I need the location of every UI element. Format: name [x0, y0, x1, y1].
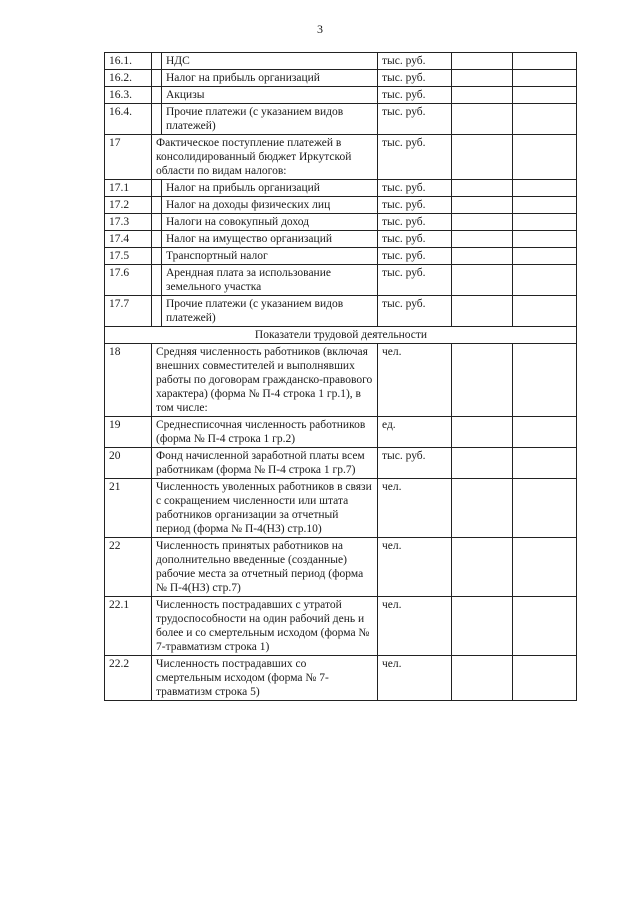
value-cell-1 — [452, 296, 513, 327]
table-row — [105, 87, 577, 104]
value-cell-2 — [513, 180, 577, 197]
indicator-name: Средняя численность работников (включая внешних совместителей и выполнявших работы по договорам гражданско-правового характера) (форма № П-4 строка 1 гр.1), в том числе: — [152, 344, 378, 417]
report-table-body — [105, 53, 577, 701]
row-number: 17.1 — [105, 180, 152, 197]
unit-cell: тыс. руб. — [378, 53, 452, 70]
indicator-name: Налог на прибыль организаций — [162, 180, 378, 197]
indicator-name: Прочие платежи (с указанием видов платежей) — [162, 296, 378, 327]
unit-cell: чел. — [378, 479, 452, 538]
row-number: 17 — [105, 135, 152, 180]
value-cell-2 — [513, 479, 577, 538]
value-cell-2 — [513, 417, 577, 448]
indicator-name: Арендная плата за использование земельного участка — [162, 265, 378, 296]
indicator-name: НДС — [162, 53, 378, 70]
value-cell-2 — [513, 656, 577, 701]
row-number: 17.6 — [105, 265, 152, 296]
spacer-cell — [152, 265, 162, 296]
value-cell-2 — [513, 265, 577, 296]
row-number: 17.7 — [105, 296, 152, 327]
indicator-name: Среднесписочная численность работников (форма № П-4 строка 1 гр.2) — [152, 417, 378, 448]
value-cell-1 — [452, 344, 513, 417]
spacer-cell — [152, 53, 162, 70]
value-cell-1 — [452, 104, 513, 135]
row-number: 22.1 — [105, 597, 152, 656]
indicator-name: Численность пострадавших с утратой трудоспособности на один рабочий день и более и со смертельным исходом (форма № 7-травматизм строка 1) — [152, 597, 378, 656]
table-row — [105, 538, 577, 597]
indicator-name: Транспортный налог — [162, 248, 378, 265]
row-number: 16.4. — [105, 104, 152, 135]
spacer-cell — [152, 70, 162, 87]
report-table — [104, 52, 577, 701]
value-cell-2 — [513, 53, 577, 70]
spacer-cell — [152, 214, 162, 231]
unit-cell: тыс. руб. — [378, 296, 452, 327]
unit-cell: тыс. руб. — [378, 87, 452, 104]
table-row — [105, 296, 577, 327]
value-cell-2 — [513, 231, 577, 248]
value-cell-2 — [513, 597, 577, 656]
table-row — [105, 344, 577, 417]
table-row — [105, 231, 577, 248]
value-cell-1 — [452, 448, 513, 479]
spacer-cell — [152, 180, 162, 197]
value-cell-2 — [513, 214, 577, 231]
value-cell-1 — [452, 479, 513, 538]
table-row — [105, 180, 577, 197]
row-number: 22.2 — [105, 656, 152, 701]
unit-cell: тыс. руб. — [378, 214, 452, 231]
value-cell-2 — [513, 104, 577, 135]
value-cell-2 — [513, 538, 577, 597]
spacer-cell — [152, 197, 162, 214]
spacer-cell — [152, 248, 162, 265]
spacer-cell — [152, 104, 162, 135]
row-number: 18 — [105, 344, 152, 417]
value-cell-1 — [452, 265, 513, 296]
unit-cell: тыс. руб. — [378, 70, 452, 87]
spacer-cell — [152, 296, 162, 327]
row-number: 17.3 — [105, 214, 152, 231]
indicator-name: Налоги на совокупный доход — [162, 214, 378, 231]
table-row — [105, 135, 577, 180]
row-number: 17.4 — [105, 231, 152, 248]
row-number: 17.2 — [105, 197, 152, 214]
unit-cell: чел. — [378, 344, 452, 417]
value-cell-1 — [452, 180, 513, 197]
section-title: Показатели трудовой деятельности — [105, 327, 577, 344]
unit-cell: чел. — [378, 597, 452, 656]
value-cell-1 — [452, 417, 513, 448]
table-row — [105, 597, 577, 656]
unit-cell: чел. — [378, 538, 452, 597]
indicator-name: Акцизы — [162, 87, 378, 104]
unit-cell: тыс. руб. — [378, 231, 452, 248]
table-row — [105, 214, 577, 231]
value-cell-2 — [513, 87, 577, 104]
unit-cell: ед. — [378, 417, 452, 448]
value-cell-1 — [452, 53, 513, 70]
row-number: 17.5 — [105, 248, 152, 265]
row-number: 19 — [105, 417, 152, 448]
value-cell-2 — [513, 135, 577, 180]
unit-cell: тыс. руб. — [378, 248, 452, 265]
row-number: 16.2. — [105, 70, 152, 87]
unit-cell: тыс. руб. — [378, 197, 452, 214]
table-row — [105, 656, 577, 701]
value-cell-1 — [452, 87, 513, 104]
row-number: 21 — [105, 479, 152, 538]
value-cell-1 — [452, 231, 513, 248]
unit-cell: тыс. руб. — [378, 135, 452, 180]
row-number: 20 — [105, 448, 152, 479]
unit-cell: тыс. руб. — [378, 104, 452, 135]
value-cell-1 — [452, 70, 513, 87]
indicator-name: Налог на доходы физических лиц — [162, 197, 378, 214]
value-cell-2 — [513, 248, 577, 265]
value-cell-1 — [452, 656, 513, 701]
unit-cell: чел. — [378, 656, 452, 701]
indicator-name: Налог на прибыль организаций — [162, 70, 378, 87]
section-header-row — [105, 327, 577, 344]
indicator-name: Численность пострадавших со смертельным исходом (форма № 7-травматизм строка 5) — [152, 656, 378, 701]
table-row — [105, 265, 577, 296]
indicator-name: Численность уволенных работников в связи с сокращением численности или штата работников организации за отчетный период (форма № П-4(НЗ) стр.10) — [152, 479, 378, 538]
table-row — [105, 417, 577, 448]
table-row — [105, 70, 577, 87]
unit-cell: тыс. руб. — [378, 180, 452, 197]
unit-cell: тыс. руб. — [378, 448, 452, 479]
row-number: 16.1. — [105, 53, 152, 70]
indicator-name: Прочие платежи (с указанием видов платежей) — [162, 104, 378, 135]
table-row — [105, 448, 577, 479]
table-row — [105, 53, 577, 70]
indicator-name: Налог на имущество организаций — [162, 231, 378, 248]
value-cell-1 — [452, 248, 513, 265]
row-number: 22 — [105, 538, 152, 597]
value-cell-1 — [452, 214, 513, 231]
table-row — [105, 104, 577, 135]
spacer-cell — [152, 231, 162, 248]
unit-cell: тыс. руб. — [378, 265, 452, 296]
table-row — [105, 248, 577, 265]
table-row — [105, 197, 577, 214]
value-cell-1 — [452, 197, 513, 214]
row-number: 16.3. — [105, 87, 152, 104]
value-cell-1 — [452, 538, 513, 597]
value-cell-2 — [513, 70, 577, 87]
value-cell-2 — [513, 197, 577, 214]
indicator-name: Численность принятых работников на дополнительно введенные (созданные) рабочие места за отчетный период (форма № П-4(НЗ) стр.7) — [152, 538, 378, 597]
value-cell-1 — [452, 597, 513, 656]
value-cell-2 — [513, 448, 577, 479]
spacer-cell — [152, 87, 162, 104]
value-cell-2 — [513, 296, 577, 327]
indicator-name: Фонд начисленной заработной платы всем работникам (форма № П-4 строка 1 гр.7) — [152, 448, 378, 479]
table-row — [105, 479, 577, 538]
value-cell-2 — [513, 344, 577, 417]
indicator-name: Фактическое поступление платежей в консолидированный бюджет Иркутской области по видам налогов: — [152, 135, 378, 180]
page-number: 3 — [317, 22, 323, 36]
value-cell-1 — [452, 135, 513, 180]
